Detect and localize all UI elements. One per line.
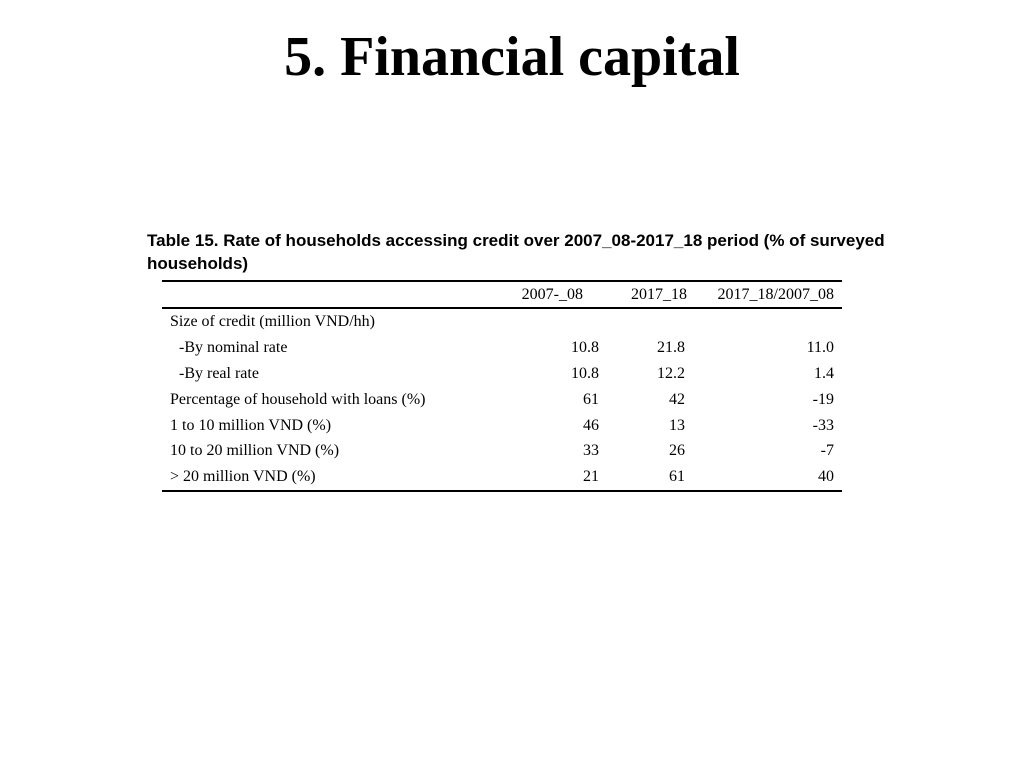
cell-ratio: 40 xyxy=(818,468,834,486)
cell-2017-18 xyxy=(607,308,693,335)
cell-2007-08 xyxy=(507,308,607,335)
header-cell-2017-18: 2017_18 xyxy=(631,285,687,303)
cell-2017-18: 42 xyxy=(669,390,685,408)
slide-title: 5. Financial capital xyxy=(284,26,740,88)
cell-ratio: -33 xyxy=(812,416,834,434)
cell-ratio: -19 xyxy=(812,390,834,408)
cell-2017-18: 13 xyxy=(669,416,685,434)
cell-2017-18: 21.8 xyxy=(657,338,685,356)
credit-access-table xyxy=(162,280,842,492)
cell-2017-18: 61 xyxy=(669,468,685,486)
cell-2007-08: 21 xyxy=(583,468,599,486)
table-header-row xyxy=(162,281,842,308)
cell-2017-18: 26 xyxy=(669,442,685,460)
cell-2007-08: 61 xyxy=(583,390,599,408)
cell-2007-08: 10.8 xyxy=(571,364,599,382)
row-label: Percentage of household with loans (%) xyxy=(170,390,426,408)
header-cell-2007-08: 2007-_08 xyxy=(521,285,583,303)
table-row xyxy=(162,438,842,464)
row-label: 1 to 10 million VND (%) xyxy=(170,416,332,434)
row-label: -By nominal rate xyxy=(179,338,288,356)
row-label: 10 to 20 million VND (%) xyxy=(170,442,340,460)
cell-ratio: 11.0 xyxy=(806,338,834,356)
table-caption: Table 15. Rate of households accessing credit over 2007_08-2017_18 period (% of surveyed households) xyxy=(147,231,885,273)
cell-2017-18: 12.2 xyxy=(657,364,685,382)
header-cell-label xyxy=(162,281,507,308)
table-row xyxy=(162,387,842,413)
row-label: Size of credit (million VND/hh) xyxy=(170,312,375,330)
cell-ratio xyxy=(693,308,842,335)
cell-ratio: 1.4 xyxy=(814,364,834,382)
cell-2007-08: 10.8 xyxy=(571,338,599,356)
table-row xyxy=(162,361,842,387)
table-row xyxy=(162,413,842,439)
cell-2007-08: 33 xyxy=(583,442,599,460)
row-label: > 20 million VND (%) xyxy=(170,468,316,486)
cell-2007-08: 46 xyxy=(583,416,599,434)
table-row xyxy=(162,464,842,491)
row-label: -By real rate xyxy=(179,364,259,382)
cell-ratio: -7 xyxy=(820,442,834,460)
header-cell-ratio: 2017_18/2007_08 xyxy=(717,285,834,303)
table-row xyxy=(162,335,842,361)
table-row xyxy=(162,308,842,335)
